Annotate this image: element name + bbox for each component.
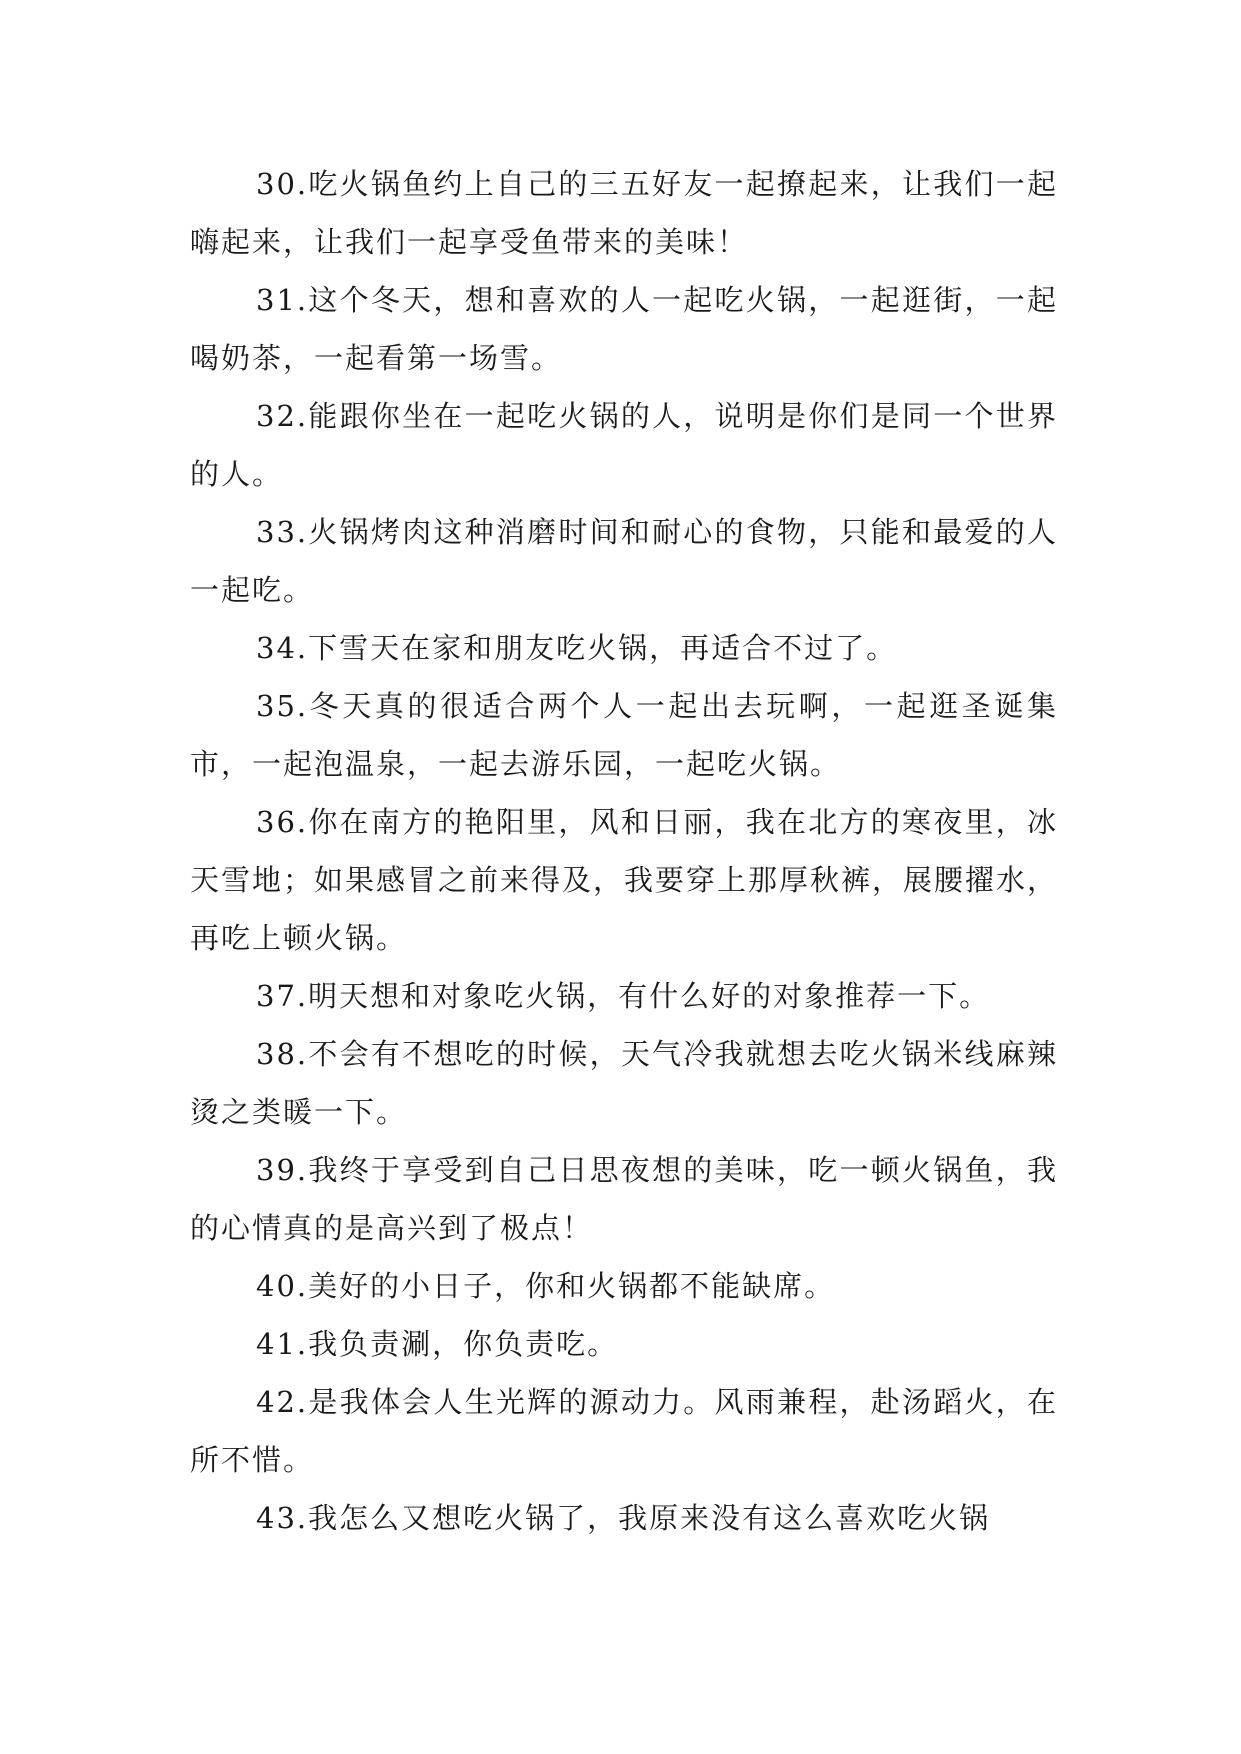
paragraph-42: 42.是我体会人生光辉的源动力。风雨兼程，赴汤蹈火，在所不惜。 xyxy=(190,1385,1058,1477)
paragraph-34: 34.下雪天在家和朋友吃火锅，再适合不过了。 xyxy=(256,631,898,665)
paragraph-43: 43.我怎么又想吃火锅了，我原来没有这么喜欢吃火锅 xyxy=(256,1501,991,1535)
paragraph-31: 31.这个冬天，想和喜欢的人一起吃火锅，一起逛街，一起喝奶茶，一起看第一场雪。 xyxy=(190,283,1058,375)
paragraph-30: 30.吃火锅鱼约上自己的三五好友一起撩起来，让我们一起嗨起来，让我们一起享受鱼带来的美味！ xyxy=(190,167,1058,259)
paragraph-38: 38.不会有不想吃的时候，天气冷我就想去吃火锅米线麻辣烫之类暖一下。 xyxy=(190,1037,1058,1129)
document-body xyxy=(190,155,1058,1547)
paragraph-36: 36.你在南方的艳阳里，风和日丽，我在北方的寒夜里，冰天雪地；如果感冒之前来得及，我要穿上那厚秋裤，展腰擢水，再吃上顿火锅。 xyxy=(190,805,1059,955)
paragraph-39: 39.我终于享受到自己日思夜想的美味，吃一顿火锅鱼，我的心情真的是高兴到了极点！ xyxy=(190,1153,1058,1245)
paragraph-37: 37.明天想和对象吃火锅，有什么好的对象推荐一下。 xyxy=(256,979,991,1013)
paragraph-33: 33.火锅烤肉这种消磨时间和耐心的食物，只能和最爱的人一起吃。 xyxy=(190,515,1058,607)
paragraph-41: 41.我负责涮，你负责吃。 xyxy=(256,1327,619,1361)
paragraph-35: 35.冬天真的很适合两个人一起出去玩啊，一起逛圣诞集市，一起泡温泉，一起去游乐园，一起吃火锅。 xyxy=(190,689,1058,781)
paragraph-32: 32.能跟你坐在一起吃火锅的人，说明是你们是同一个世界的人。 xyxy=(190,399,1058,491)
paragraph-40: 40.美好的小日子，你和火锅都不能缺席。 xyxy=(256,1269,836,1303)
